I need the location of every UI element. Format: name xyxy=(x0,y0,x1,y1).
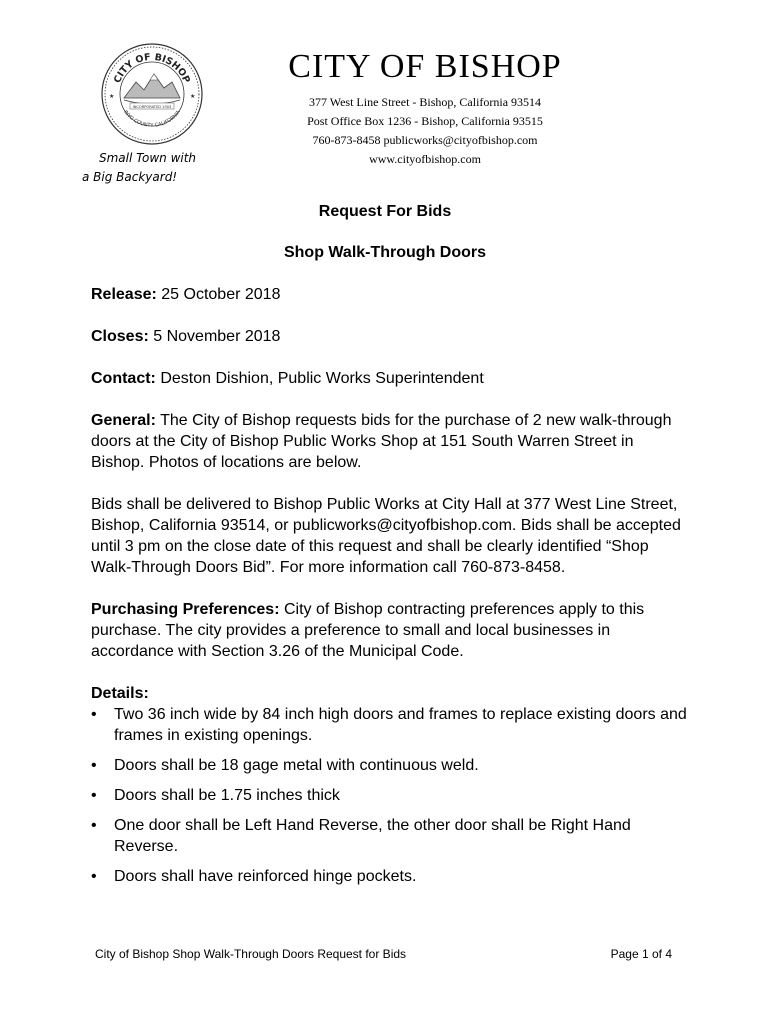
delivery-paragraph: Bids shall be delivered to Bishop Public Works at City Hall at 377 West Line Street, Bishop, California 93514, or publicworks@cityofbishop.com. Bids shall be accepted until 3 pm on the close date of this request and shall be clearly identified “Shop Walk-Through Doors Bid”. For more information call 760-873-8458. xyxy=(91,496,681,576)
tagline-line-1: Small Town with xyxy=(99,151,197,165)
list-item xyxy=(91,866,689,887)
page-number: Page 1 of 4 xyxy=(610,947,672,961)
svg-text:CITY OF BISHOP: CITY OF BISHOP xyxy=(112,51,192,85)
svg-text:★: ★ xyxy=(190,94,196,100)
release-label: Release: xyxy=(91,286,157,303)
svg-text:INYO COUNTY CALIFORNIA: INYO COUNTY CALIFORNIA xyxy=(122,109,182,129)
closes-value: 5 November 2018 xyxy=(148,328,281,345)
list-item xyxy=(91,785,689,806)
tagline-line-2: a Big Backyard! xyxy=(82,170,178,184)
bullet-icon: • xyxy=(91,787,97,804)
closes-label: Closes: xyxy=(91,328,149,345)
purchasing-text: City of Bishop contracting preferences apply to this purchase. The city provides a preference to small and local businesses in accordance with Section 3.26 of the Municipal Code. xyxy=(91,601,645,660)
contact-line xyxy=(91,368,689,389)
general-paragraph xyxy=(91,410,689,473)
footer-title: City of Bishop Shop Walk-Through Doors Request for Bids xyxy=(95,947,407,961)
svg-text:INCORPORATED 1903: INCORPORATED 1903 xyxy=(132,105,172,109)
bullet-icon: • xyxy=(91,817,97,834)
general-label: General: xyxy=(91,412,156,429)
bullet-icon: • xyxy=(91,757,97,774)
details-item-text: Doors shall be 18 gage metal with continuous weld. xyxy=(114,757,479,774)
city-tagline xyxy=(82,149,222,187)
address-line-2: Post Office Box 1236 - Bishop, California 93515 xyxy=(307,114,543,128)
details-item-text: Two 36 inch wide by 84 inch high doors and frames to replace existing doors and frames in existing openings. xyxy=(114,706,687,744)
release-line xyxy=(91,284,689,305)
city-title: CITY OF BISHOP xyxy=(288,48,562,85)
details-list xyxy=(91,704,689,887)
document-heading: Request For Bids xyxy=(318,203,452,220)
release-value: 25 October 2018 xyxy=(156,286,281,303)
purchasing-label: Purchasing Preferences: xyxy=(91,601,280,618)
address-block xyxy=(270,93,580,169)
address-line-3: 760-873-8458 publicworks@cityofbishop.com xyxy=(312,133,538,147)
details-item-text: Doors shall be 1.75 inches thick xyxy=(114,787,340,804)
city-seal-logo xyxy=(100,42,204,146)
details-item-text: Doors shall have reinforced hinge pockets. xyxy=(114,868,417,885)
bullet-icon: • xyxy=(91,868,97,885)
general-text: The City of Bishop requests bids for the purchase of 2 new walk-through doors at the City of Bishop Public Works Shop at 151 South Warren Street in Bishop. Photos of locations are below. xyxy=(91,412,672,471)
document-subheading: Shop Walk-Through Doors xyxy=(283,244,487,261)
closes-line xyxy=(91,326,689,347)
list-item xyxy=(91,815,689,857)
list-item xyxy=(91,755,689,776)
details-item-text: One door shall be Left Hand Reverse, the other door shall be Right Hand Reverse. xyxy=(114,817,631,855)
svg-text:★: ★ xyxy=(109,94,115,100)
contact-value: Deston Dishion, Public Works Superintendent xyxy=(155,370,484,387)
document-body xyxy=(91,284,689,887)
bullet-icon: • xyxy=(91,706,97,723)
list-item xyxy=(91,704,689,746)
address-line-4: www.cityofbishop.com xyxy=(369,152,481,166)
details-label: Details: xyxy=(91,685,149,702)
contact-label: Contact: xyxy=(91,370,156,387)
address-line-1: 377 West Line Street - Bishop, California 93514 xyxy=(308,95,542,109)
purchasing-paragraph xyxy=(91,599,689,662)
